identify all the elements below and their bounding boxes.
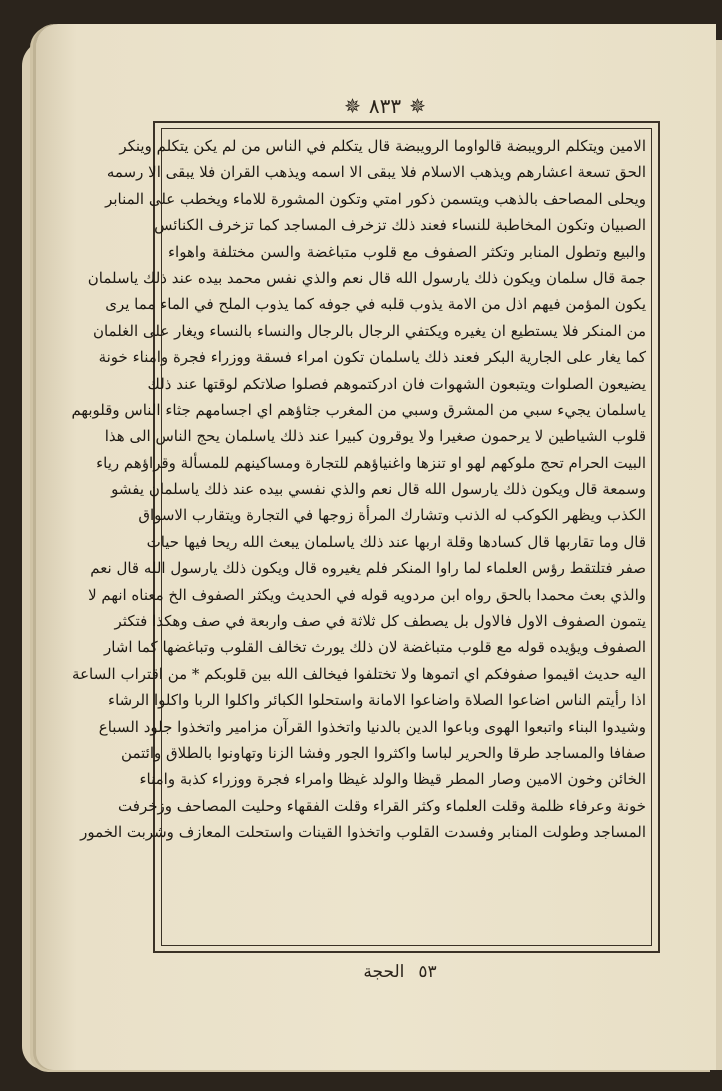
text-line: الخائن وخون الامين وصار المطر قيظا والولد غيظا وامراء فجرة ووزراء كذبة وامناء [139, 770, 646, 789]
text-line: يضيعون الصلوات ويتبعون الشهوات فان ادركتموهم فصلوا صلاتكم لوقتها عند ذلك [147, 374, 646, 393]
text-line: اليه حديث اقيموا صفوفكم اي اتموها ولا تختلفوا فيخالف الله بين قلوبكم * من اقتراب الساعة [72, 664, 646, 683]
text-line: وسمعة قال ويكون ذلك يارسول الله قال نعم والذي نفسي بيده عند ذلك ياسلمان يفشو [111, 480, 646, 499]
text-line: صفر فتلتقط رؤس العلماء لما راوا المنكر فلم يغيروه قال ويكون ذلك يارسول الله قال نعم [90, 559, 646, 578]
body-text [71, 133, 646, 941]
text-line: ياسلمان يجيء سبي من المشرق وسبي من المغرب جثاؤهم اي اجسامهم جثاء الناس وقلوبهم [71, 400, 646, 419]
signature-label: الحجة [363, 962, 405, 982]
text-line: والبيع وتطول المنابر وتكثر الصفوف مع قلوب متباغضة والسن مختلفة واهواء [168, 242, 646, 261]
ornament-icon: ✵ [344, 94, 361, 118]
text-line: يتمون الصفوف الاول فالاول بل يصطف كل ثلاثة في صف واربعة في صف وهكذا فتكثر [114, 612, 646, 631]
text-line: من المنكر فلا يستطيع ان يغيره ويكتفي الرجال بالرجال والنساء بالنساء ويغار على الغلمان [92, 321, 646, 340]
text-line: المساجد وطولت المنابر وفسدت القلوب واتخذوا القينات واستحلت المعازف وشربت الخمور [80, 823, 646, 842]
text-line: قال وما تقاربها قال كسادها وقلة اربها عند ذلك ياسلمان يبعث الله ريحا فيها حيات [146, 532, 646, 551]
text-line: الامين ويتكلم الرويبضة قالواوما الرويبضة قال يتكلم في الناس من لم يكن يتكلم وينكر [119, 137, 646, 155]
text-line: قلوب الشياطين لا يرحمون صغيرا ولا يوقرون كبيرا عند ذلك ياسلمان يحج الناس الى هذا [104, 427, 646, 446]
page-header [330, 92, 440, 120]
signature-number: ٥٣ [418, 962, 437, 982]
text-line: الصبيان وتكون المخاطبة للنساء فعند ذلك تزخرف المساجد كما تزخرف الكنائس [154, 216, 646, 235]
page-number: ٨٣٣ [368, 94, 402, 118]
text-line: اذا رأيتم الناس اضاعوا الصلاة واضاعوا الامانة واستحلوا الكبائر واكلوا الربا واكلوا الرشاء [108, 691, 646, 710]
text-line: خونة وعرفاء ظلمة وقلت العلماء وكثر القراء وقلت الفقهاء وحليت المصاحف وزخرفت [118, 796, 646, 815]
text-line: جمة قال سلمان ويكون ذلك يارسول الله قال نعم والذي نفس محمد بيده عند ذلك ياسلمان [87, 268, 646, 287]
text-line: وشيدوا البناء واتبعوا الهوى وباعوا الدين بالدنيا واتخذوا القرآن مزامير واتخذوا جلود السباع [98, 717, 646, 736]
text-line: البيت الحرام تحج ملوكهم لهو او تنزها واغنياؤهم للتجارة ومساكينهم للمسألة وقراؤهم رياء [96, 453, 646, 472]
text-line: الكذب ويظهر الكوكب له الذنب وتشارك المرأة زوجها في التجارة ويتقارب الاسواق [138, 506, 646, 525]
ornament-icon: ✵ [409, 94, 426, 118]
page-footer [330, 958, 470, 986]
text-line: والذي بعث محمدا بالحق رواه ابن مردويه قوله في الحديث ويكثر الصفوف الخ معناه انهم لا [88, 585, 646, 604]
text-line: صفافا والمساجد طرقا والحرير لباسا واكثروا الجور وفشا الزنا وتهاونوا بالطلاق وائتمن [121, 743, 646, 762]
text-line: الصفوف ويؤيده قوله مع قلوب متباغضة لان ذلك يورث تخالف القلوب وتباغضها كما اشار [103, 638, 646, 657]
text-line: يكون المؤمن فيهم اذل من الامة يذوب قلبه في جوفه كما يذوب الملح في الماء مما يرى [105, 295, 646, 314]
text-line: ويحلى المصاحف بالذهب ويتسمن ذكور امتي وتكون المشورة للاماء ويخطب على المنابر [105, 189, 646, 208]
text-line: الحق تسعة اعشارهم ويذهب الاسلام فلا يبقى الا اسمه ويذهب القران فلا يبقى الا رسمه [106, 163, 646, 182]
text-line: كما يغار على الجارية البكر فعند ذلك ياسلمان تكون امراء فسقة ووزراء فجرة وامناء خونة [98, 348, 646, 367]
